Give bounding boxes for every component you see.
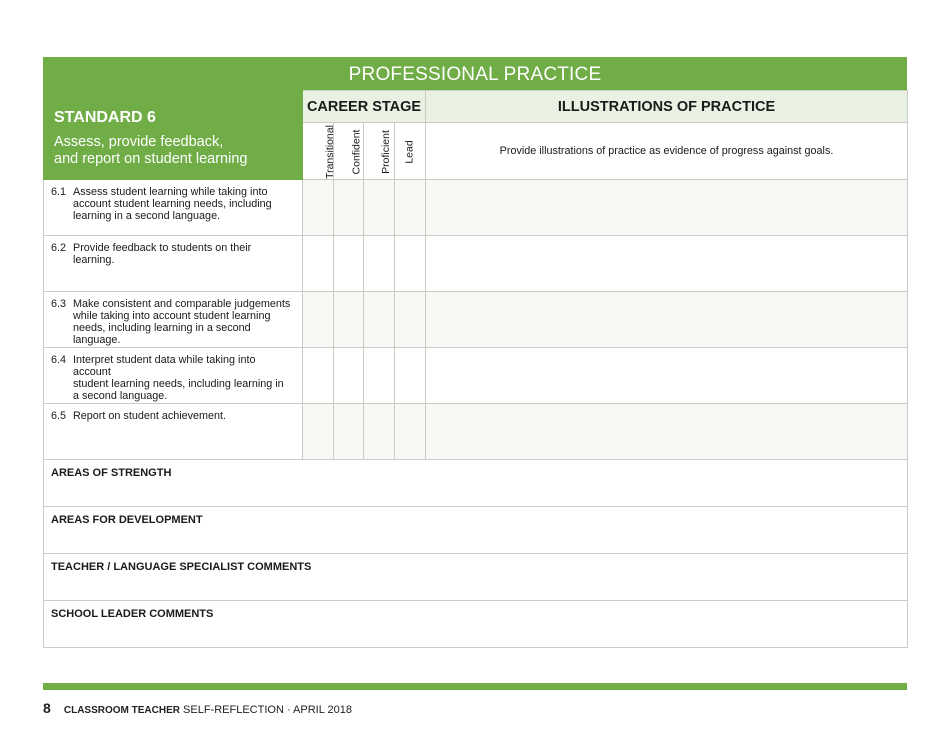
illustration-evidence-cell[interactable] bbox=[426, 292, 908, 348]
stage-proficient-cell[interactable] bbox=[364, 180, 395, 236]
footer-doc-bold: CLASSROOM TEACHER bbox=[63, 705, 180, 716]
standard-title: STANDARD 6 bbox=[54, 109, 156, 126]
item-text: Report on student achievement. bbox=[73, 410, 227, 422]
stage-label: Proficient bbox=[379, 130, 392, 174]
item-text: Assess student learning while taking into account student learning needs, including learning in a second language. bbox=[73, 186, 272, 222]
page-footer bbox=[43, 700, 352, 716]
stage-proficient-cell[interactable] bbox=[364, 348, 395, 404]
table-row bbox=[44, 292, 908, 348]
stage-confident-cell[interactable] bbox=[334, 404, 364, 460]
stage-label: Transitional bbox=[323, 125, 336, 179]
stage-confident-cell[interactable] bbox=[334, 236, 364, 292]
stage-proficient-cell[interactable] bbox=[364, 236, 395, 292]
comment-section-row bbox=[44, 507, 908, 554]
stage-lead-cell[interactable] bbox=[395, 404, 426, 460]
self-reflection-form bbox=[43, 57, 907, 648]
item-text: Make consistent and comparable judgements while taking into account student learning needs, including learning in a second language. bbox=[73, 298, 291, 346]
stage-confident-header bbox=[334, 123, 364, 180]
comment-section[interactable] bbox=[44, 460, 908, 507]
stage-transitional-cell[interactable] bbox=[303, 236, 334, 292]
standard-item bbox=[44, 236, 303, 292]
stage-transitional-cell[interactable] bbox=[303, 404, 334, 460]
stage-transitional-header bbox=[303, 123, 334, 180]
stage-confident-cell[interactable] bbox=[334, 348, 364, 404]
section-label: AREAS OF STRENGTH bbox=[51, 467, 172, 479]
item-number: 6.4 bbox=[51, 354, 67, 366]
stage-lead-cell[interactable] bbox=[395, 180, 426, 236]
stage-label: Lead bbox=[404, 140, 417, 164]
stage-lead-header bbox=[395, 123, 426, 180]
illustrations-instruction: Provide illustrations of practice as evidence of progress against goals. bbox=[426, 123, 908, 180]
stage-confident-cell[interactable] bbox=[334, 292, 364, 348]
item-number: 6.1 bbox=[51, 186, 67, 198]
comment-section-row bbox=[44, 460, 908, 507]
standard-item bbox=[44, 348, 303, 404]
standard-item bbox=[44, 180, 303, 236]
stage-proficient-cell[interactable] bbox=[364, 404, 395, 460]
illustration-evidence-cell[interactable] bbox=[426, 180, 908, 236]
item-number: 6.2 bbox=[51, 242, 67, 254]
item-number: 6.5 bbox=[51, 410, 67, 422]
illustrations-header: ILLUSTRATIONS OF PRACTICE bbox=[426, 91, 908, 123]
standard-table bbox=[43, 90, 908, 648]
table-row bbox=[44, 180, 908, 236]
illustration-evidence-cell[interactable] bbox=[426, 404, 908, 460]
section-label: SCHOOL LEADER COMMENTS bbox=[51, 608, 214, 620]
stage-confident-cell[interactable] bbox=[334, 180, 364, 236]
item-number: 6.3 bbox=[51, 298, 67, 310]
standard-item bbox=[44, 292, 303, 348]
comment-section[interactable] bbox=[44, 507, 908, 554]
stage-label: Confident bbox=[350, 129, 363, 175]
stage-proficient-cell[interactable] bbox=[364, 292, 395, 348]
comment-section[interactable] bbox=[44, 554, 908, 601]
section-label: TEACHER / LANGUAGE SPECIALIST COMMENTS bbox=[51, 561, 312, 573]
footer-date: · APRIL 2018 bbox=[283, 704, 352, 716]
standard-item bbox=[44, 404, 303, 460]
standard-header bbox=[44, 91, 303, 180]
career-stage-header: CAREER STAGE bbox=[303, 91, 426, 123]
comment-section-row bbox=[44, 554, 908, 601]
illustration-evidence-cell[interactable] bbox=[426, 348, 908, 404]
stage-lead-cell[interactable] bbox=[395, 236, 426, 292]
stage-transitional-cell[interactable] bbox=[303, 292, 334, 348]
item-text: Interpret student data while taking into account student learning needs, including learning in a second language. bbox=[73, 354, 284, 402]
standard-subtitle: Assess, provide feedback, and report on student learning bbox=[54, 134, 248, 167]
comment-section-row bbox=[44, 601, 908, 648]
page-number: 8 bbox=[43, 700, 51, 716]
stage-transitional-cell[interactable] bbox=[303, 180, 334, 236]
table-row bbox=[44, 236, 908, 292]
table-row bbox=[44, 404, 908, 460]
stage-lead-cell[interactable] bbox=[395, 292, 426, 348]
footer-bar bbox=[43, 683, 907, 690]
comment-section[interactable] bbox=[44, 601, 908, 648]
illustration-evidence-cell[interactable] bbox=[426, 236, 908, 292]
stage-transitional-cell[interactable] bbox=[303, 348, 334, 404]
item-text: Provide feedback to students on their learning. bbox=[73, 242, 252, 266]
footer-doc-title: SELF-REFLECTION bbox=[179, 704, 284, 716]
stage-proficient-header bbox=[364, 123, 395, 180]
stage-lead-cell[interactable] bbox=[395, 348, 426, 404]
table-row bbox=[44, 348, 908, 404]
page-banner: PROFESSIONAL PRACTICE bbox=[43, 57, 907, 90]
section-label: AREAS FOR DEVELOPMENT bbox=[51, 514, 203, 526]
